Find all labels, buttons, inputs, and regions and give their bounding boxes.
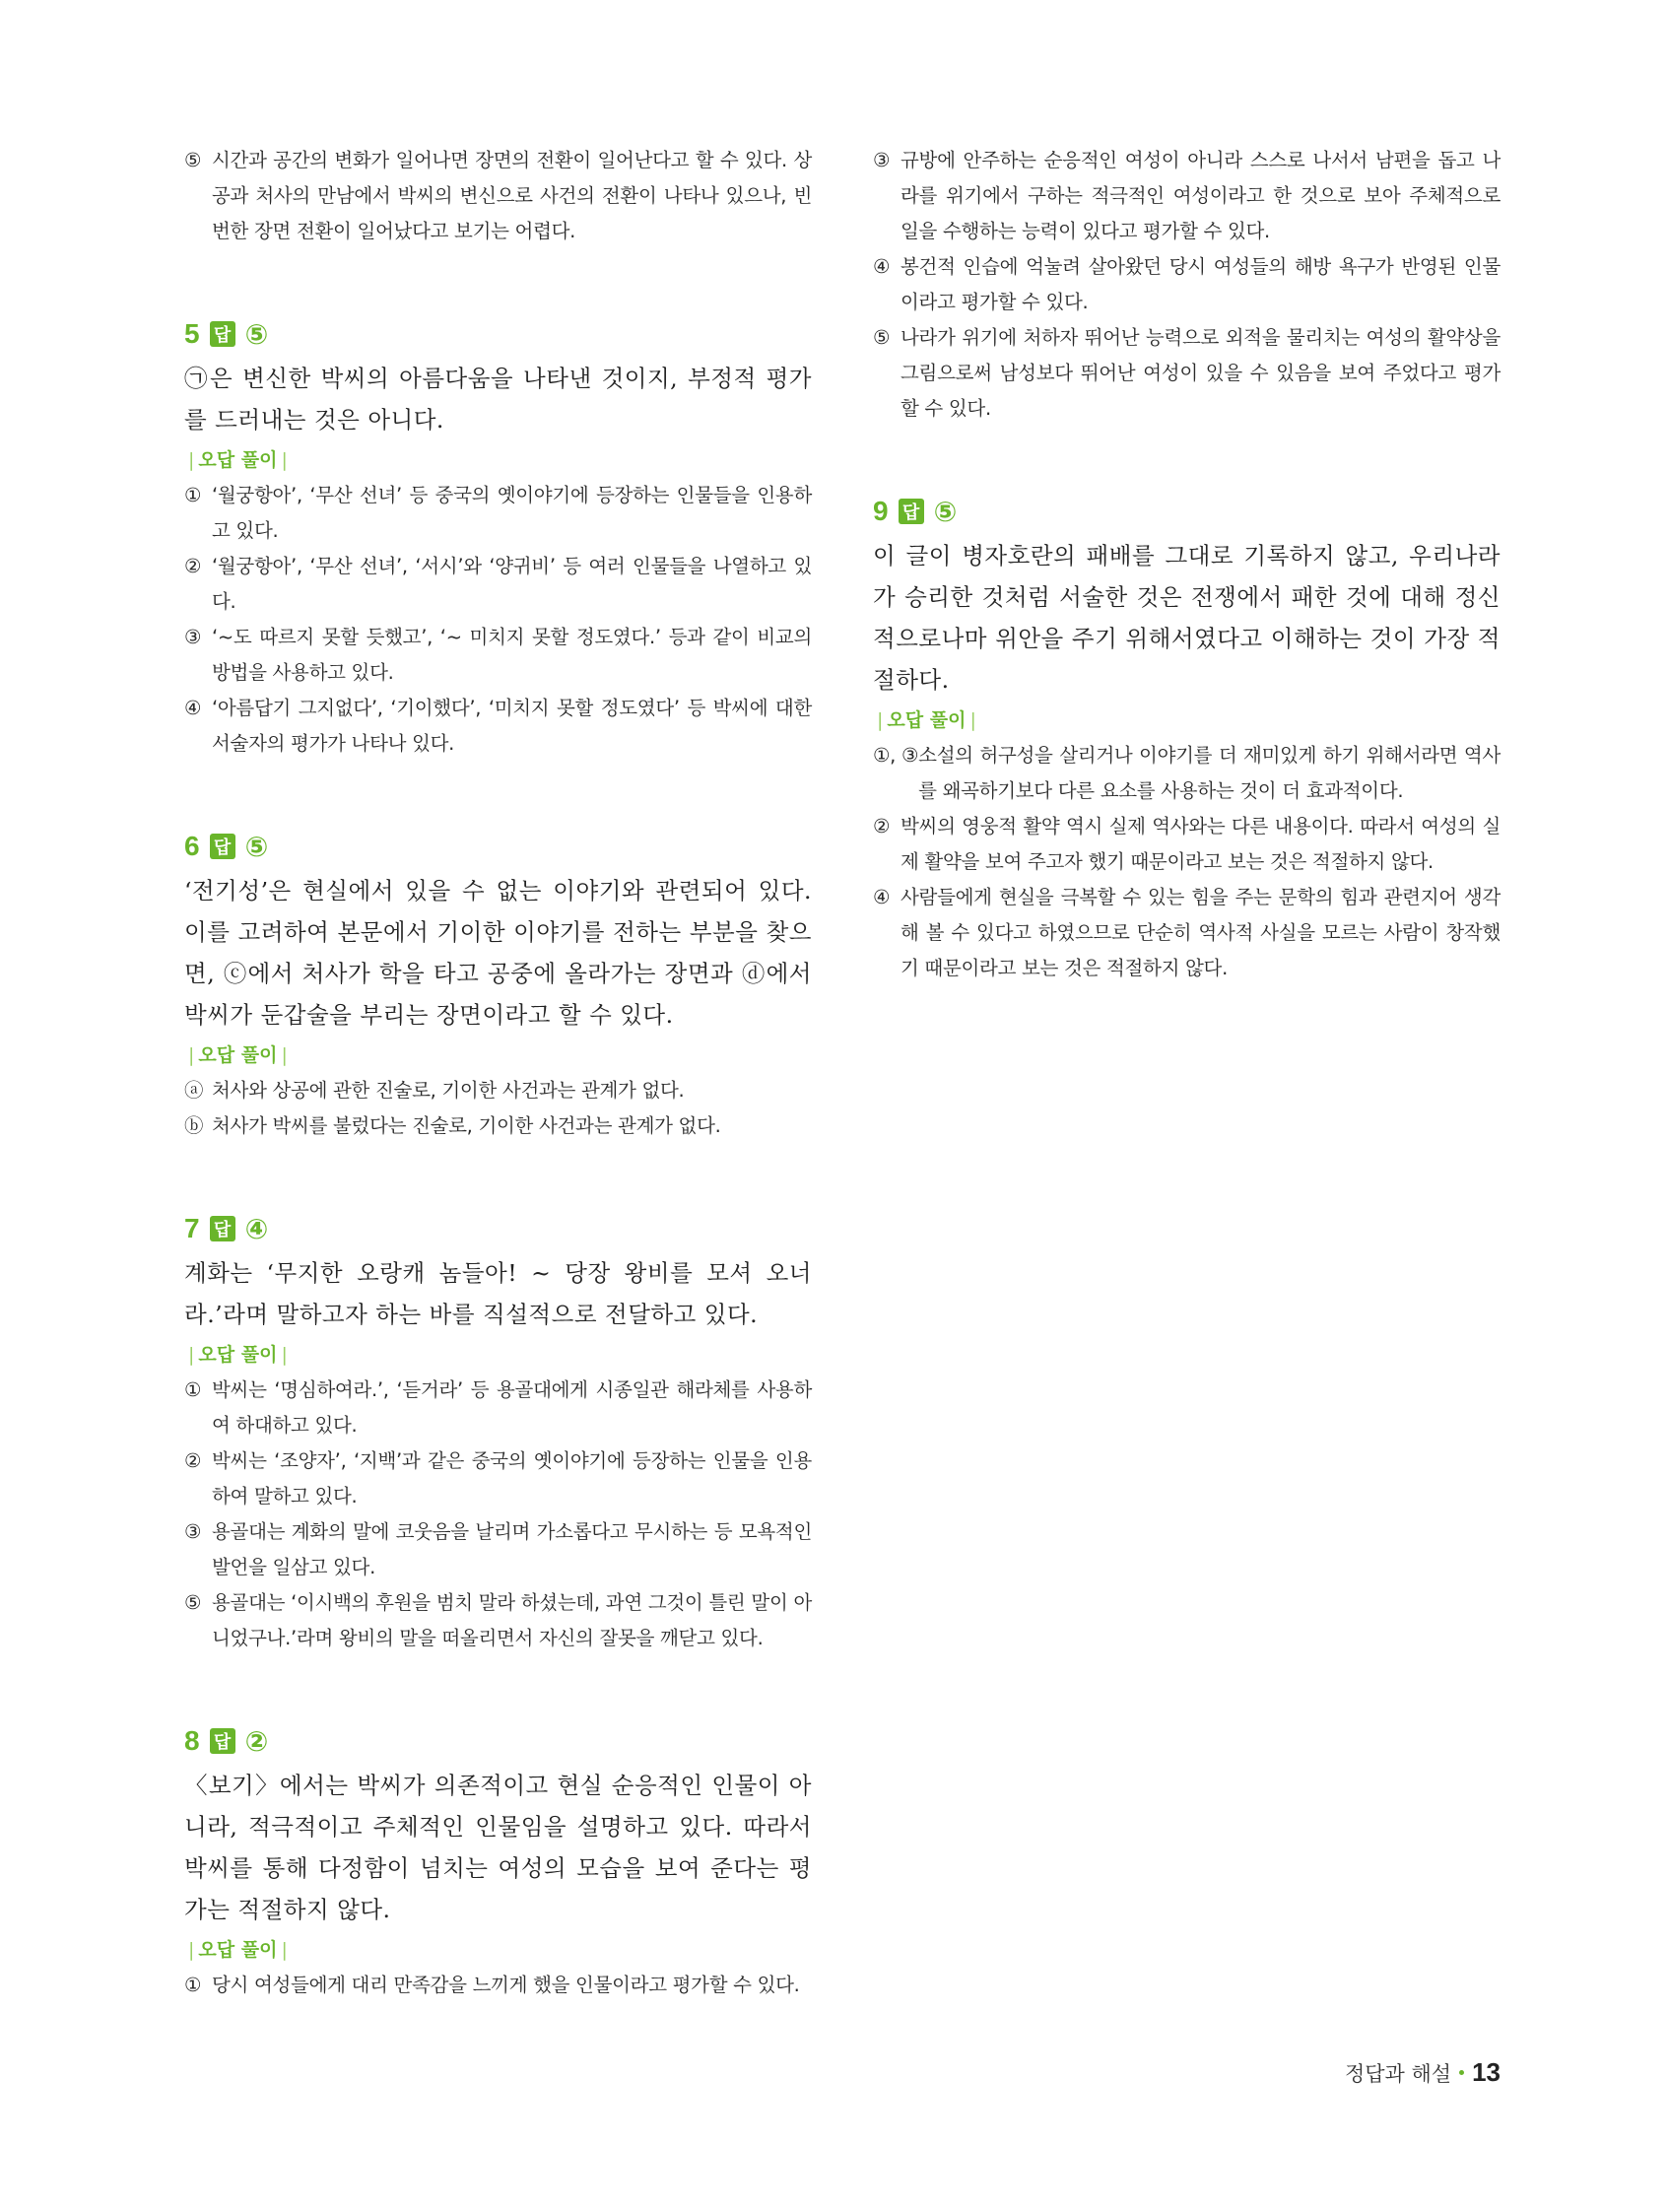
list-item [184,1108,812,1144]
list-item [873,738,1501,809]
wrong-answer-heading [184,1039,812,1071]
explanation-text: 계화는 ‘무지한 오랑캐 놈들아! ~ 당장 왕비를 모셔 오너라.’라며 말하고자 하는 바를 직설적으로 전달하고 있다. [184,1259,812,1328]
list-item [873,249,1501,320]
item-text: 봉건적 인습에 억눌려 살아왔던 당시 여성들의 해방 욕구가 반영된 인물이라고 평가할 수 있다. [901,255,1501,313]
bar-right-icon: | [281,449,288,471]
answer-label-badge: 답 [899,499,924,524]
item-marker: ⓐ [184,1079,204,1102]
bar-right-icon: | [281,1044,288,1066]
item-marker: ① [184,484,202,506]
item-marker: ② [184,555,202,577]
answer-block [184,1723,812,2003]
wrong-answer-label: 오답 풀이 [198,1344,278,1366]
item-marker: ① [184,1974,202,1996]
item-marker: ④ [873,886,891,908]
answer-choice: ⑤ [244,318,269,350]
footer-label: 정답과 해설 [1344,2061,1452,2086]
item-text: 용골대는 계화의 말에 코웃음을 날리며 가소롭다고 무시하는 등 모욕적인 발언을 일삼고 있다. [212,1520,812,1578]
item-text: 처사와 상공에 관한 진술로, 기이한 사건과는 관계가 없다. [212,1079,685,1102]
item-marker: ⑤ [184,1591,202,1614]
list-item [184,143,812,249]
question-heading [184,316,812,352]
bar-left-icon: | [877,709,884,731]
list-item [873,320,1501,427]
item-text: ‘월궁항아’, ‘무산 선녀’ 등 중국의 옛이야기에 등장하는 인물들을 인용하고 있다. [212,484,812,542]
answer-label-badge: 답 [210,1216,235,1241]
answer-choice: ⑤ [244,831,269,862]
item-text: 용골대는 ‘이시백의 후원을 범치 말라 하셨는데, 과연 그것이 틀린 말이 아니었구나.’라며 왕비의 말을 떠올리면서 자신의 잘못을 깨닫고 있다. [212,1591,812,1649]
item-marker: ⓑ [184,1114,204,1137]
answer-block [184,829,812,1144]
item-text: 처사가 박씨를 불렀다는 진술로, 기이한 사건과는 관계가 없다. [212,1114,721,1137]
item-marker: ② [873,815,891,838]
item-text: 나라가 위기에 처하자 뛰어난 능력으로 외적을 물리치는 여성의 활약상을 그림으로써 남성보다 뛰어난 여성이 있을 수 있음을 보여 주었다고 평가할 수 있다. [901,326,1501,420]
item-text: ‘~도 따르지 못할 듯했고’, ‘~ 미치지 못할 정도였다.’ 등과 같이 비교의 방법을 사용하고 있다. [212,626,812,684]
wrong-answer-heading [184,1339,812,1371]
item-marker: ①, ③ [873,744,919,767]
wrong-answer-heading [184,444,812,476]
list-item [184,1514,812,1585]
item-marker: ③ [184,1520,202,1543]
answer-block [873,494,1501,986]
list-item [873,809,1501,880]
explanation-text: 〈보기〉에서는 박씨가 의존적이고 현실 순응적인 인물이 아니라, 적극적이고 주체적인 인물임을 설명하고 있다. 따라서 박씨를 통해 다정함이 넘치는 여성의 모습을 보여 준다는 평가는 적절하지 않다. [184,1772,812,1923]
question-number: 9 [873,496,889,526]
answer-choice: ② [244,1725,269,1757]
list-item [873,143,1501,249]
list-item [184,1585,812,1656]
item-marker: ⑤ [873,326,891,349]
wrong-answer-label: 오답 풀이 [198,1044,278,1066]
right-column [873,143,1501,1053]
item-marker: ① [184,1378,202,1401]
question-heading [184,829,812,864]
bar-right-icon: | [281,1939,288,1961]
question-number: 7 [184,1213,200,1243]
wrong-answer-heading [184,1934,812,1966]
item-marker: ③ [184,626,202,648]
question-heading [873,494,1501,529]
item-marker: ④ [873,255,891,278]
question-heading [184,1723,812,1759]
list-item [184,620,812,691]
item-text: 소설의 허구성을 살리거나 이야기를 더 재미있게 하기 위해서라면 역사를 왜곡하기보다 다른 요소를 사용하는 것이 더 효과적이다. [918,744,1501,802]
item-text: 규방에 안주하는 순응적인 여성이 아니라 스스로 나서서 남편을 돕고 나라를 위기에서 구하는 적극적인 여성이라고 한 것으로 보아 주체적으로 일을 수행하는 능력이 있다고 평가할 수 있다. [901,149,1501,242]
item-marker: ② [184,1449,202,1472]
question-heading [184,1211,812,1246]
answer-label-badge: 답 [210,1728,235,1754]
item-marker: ③ [873,149,891,171]
page-number: 13 [1472,2057,1501,2087]
bullet-dot-icon [1459,2070,1464,2075]
bar-left-icon: | [188,1044,195,1066]
item-text: ‘월궁항아’, ‘무산 선녀’, ‘서시’와 ‘양귀비’ 등 여러 인물들을 나열하고 있다. [212,555,812,613]
item-text: 시간과 공간의 변화가 일어나면 장면의 전환이 일어난다고 할 수 있다. 상공과 처사의 만남에서 박씨의 변신으로 사건의 전환이 나타나 있으나, 빈번한 장면 전환이 일어났다고 보기는 어렵다. [212,149,812,242]
list-item [184,1073,812,1108]
explanation-text: 이 글이 병자호란의 패배를 그대로 기록하지 않고, 우리나라가 승리한 것처럼 서술한 것은 전쟁에서 패한 것에 대해 정신적으로나마 위안을 주기 위해서였다고 이해하는 것이 가장 적절하다. [873,542,1501,694]
wrong-answer-label: 오답 풀이 [887,709,967,731]
question-number: 5 [184,318,200,349]
answer-block [184,143,812,249]
list-item [184,478,812,549]
answer-block [184,316,812,762]
answer-block [184,1211,812,1656]
item-text: 박씨는 ‘조양자’, ‘지백’과 같은 중국의 옛이야기에 등장하는 인물을 인용하여 말하고 있다. [212,1449,812,1508]
item-marker: ⑤ [184,149,202,171]
list-item [184,1443,812,1514]
list-item [184,1968,812,2003]
answer-label-badge: 답 [210,321,235,347]
left-column [184,143,812,2070]
wrong-answer-label: 오답 풀이 [198,449,278,471]
list-item [184,1373,812,1443]
page-footer [1345,2057,1501,2088]
question-number: 8 [184,1725,200,1756]
bar-left-icon: | [188,449,195,471]
explanation-text: ㉠은 변신한 박씨의 아름다움을 나타낸 것이지, 부정적 평가를 드러내는 것은 아니다. [184,365,812,434]
question-number: 6 [184,831,200,861]
bar-right-icon: | [969,709,976,731]
bar-left-icon: | [188,1939,195,1961]
explanation-text: ‘전기성’은 현실에서 있을 수 없는 이야기와 관련되어 있다. 이를 고려하여 본문에서 기이한 이야기를 전하는 부분을 찾으면, ⓒ에서 처사가 학을 타고 공중에 올라가는 장면과 ⓓ에서 박씨가 둔갑술을 부리는 장면이라고 할 수 있다. [184,877,812,1029]
item-text: 사람들에게 현실을 극복할 수 있는 힘을 주는 문학의 힘과 관련지어 생각해 볼 수 있다고 하였으므로 단순히 역사적 사실을 모르는 사람이 창작했기 때문이라고 보는 것은 적절하지 않다. [901,886,1501,979]
item-text: 박씨의 영웅적 활약 역시 실제 역사와는 다른 내용이다. 따라서 여성의 실제 활약을 보여 주고자 했기 때문이라고 보는 것은 적절하지 않다. [901,815,1501,873]
wrong-answer-heading [873,704,1501,736]
wrong-answer-label: 오답 풀이 [198,1939,278,1961]
list-item [184,549,812,620]
bar-right-icon: | [281,1344,288,1366]
item-marker: ④ [184,697,202,719]
item-text: 박씨는 ‘명심하여라.’, ‘듣거라’ 등 용골대에게 시종일관 해라체를 사용하여 하대하고 있다. [212,1378,812,1437]
list-item [184,691,812,762]
list-item [873,880,1501,986]
answer-label-badge: 답 [210,834,235,859]
answer-block [873,143,1501,427]
item-text: ‘아름답기 그지없다’, ‘기이했다’, ‘미치지 못할 정도였다’ 등 박씨에 대한 서술자의 평가가 나타나 있다. [212,697,812,755]
item-text: 당시 여성들에게 대리 만족감을 느끼게 했을 인물이라고 평가할 수 있다. [212,1974,800,1996]
answer-choice: ④ [244,1213,269,1244]
bar-left-icon: | [188,1344,195,1366]
answer-choice: ⑤ [933,496,958,527]
